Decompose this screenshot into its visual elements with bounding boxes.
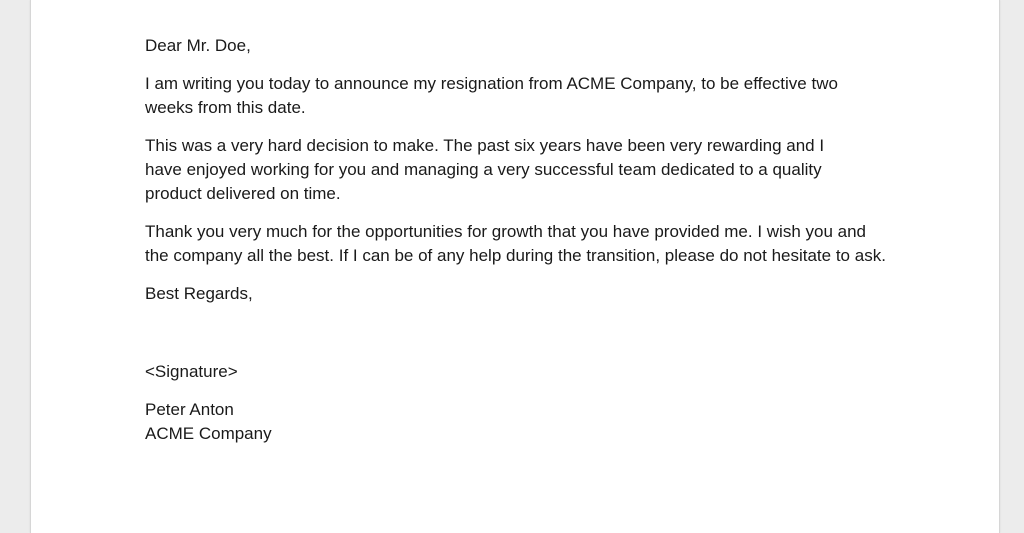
document-page	[30, 0, 1000, 533]
sender-name: Peter Anton	[145, 400, 234, 419]
letter-body	[145, 34, 905, 460]
paragraph-thanks: Thank you very much for the opportunities for growth that you have provided me. I wish you and the company all the best. If I can be of any help during the transition, please do not hesitate to ask.	[145, 222, 886, 265]
salutation: Dear Mr. Doe,	[145, 36, 251, 55]
paragraph-resignation-notice: I am writing you today to announce my resignation from ACME Company, to be effective two weeks from this date.	[145, 74, 838, 117]
sender-company: ACME Company	[145, 424, 272, 443]
paragraph-decision: This was a very hard decision to make. The past six years have been very rewarding and I have enjoyed working for you and managing a very successful team dedicated to a quality product delivered on time.	[145, 136, 825, 203]
closing: Best Regards,	[145, 284, 253, 303]
sender-block	[145, 398, 905, 446]
signature-placeholder: <Signature>	[145, 362, 238, 381]
